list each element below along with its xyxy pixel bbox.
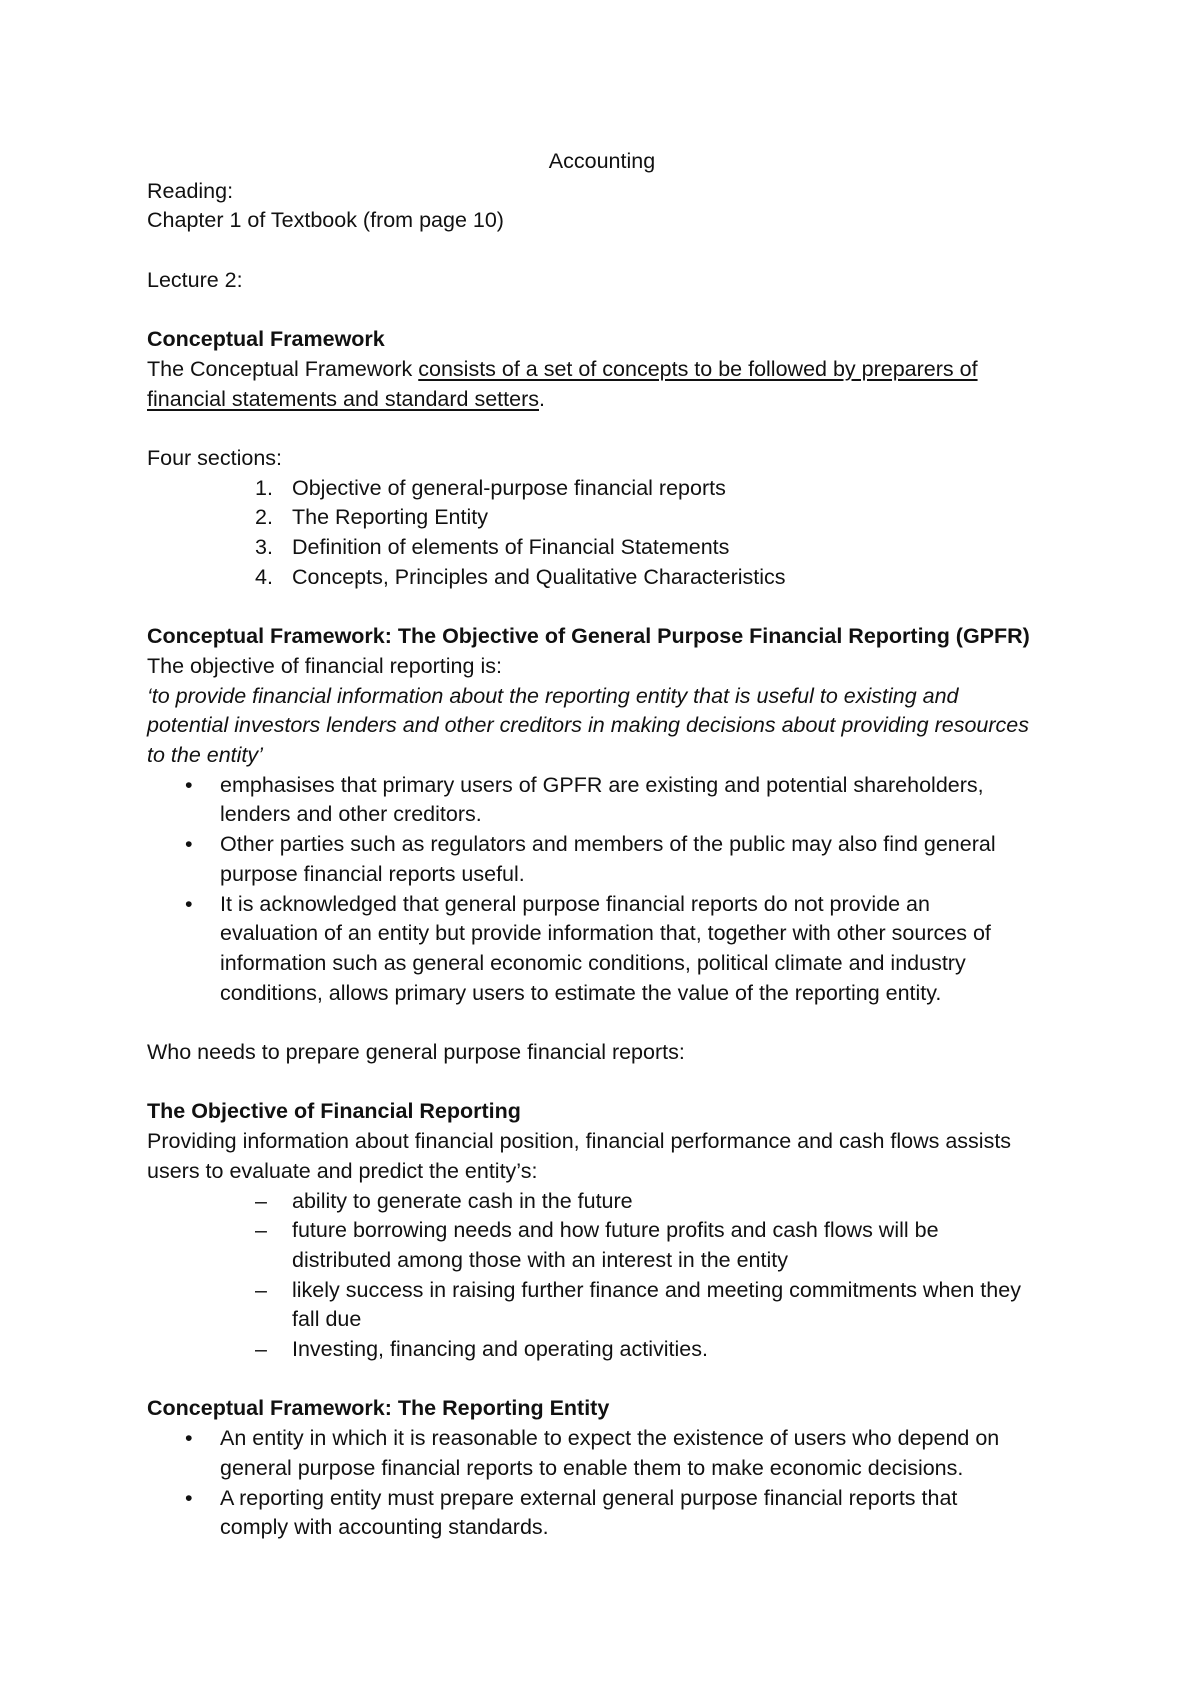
list-item-text: Concepts, Principles and Qualitative Characteristics — [292, 564, 786, 589]
dash-text-line: Investing, financing and operating activities. — [292, 1337, 708, 1362]
objective-intro-line: users to evaluate and predict the entity’s: — [147, 1158, 538, 1183]
bullet-list-item — [147, 830, 1057, 889]
bullet-text-line: It is acknowledged that general purpose financial reports do not provide an — [220, 891, 930, 916]
gpfr-quote-line: ‘to provide financial information about the reporting entity that is useful to existing and — [147, 683, 959, 708]
definition-underlined-2: financial statements and standard setters — [147, 386, 539, 411]
bullet-text-line: information such as general economic conditions, political climate and industry — [220, 950, 966, 975]
dash-text-line: fall due — [292, 1307, 362, 1332]
bullet-list-item — [147, 1484, 1057, 1543]
list-number: 2. — [255, 505, 273, 530]
document-body — [147, 147, 1057, 1543]
spacer — [147, 1068, 1057, 1098]
who-needs-question: Who needs to prepare general purpose financial reports: — [147, 1040, 685, 1065]
numbered-list-item — [147, 533, 1057, 563]
spacer — [147, 593, 1057, 623]
dash-list-item — [147, 1335, 1057, 1365]
dash-text-line: likely success in raising further finance and meeting commitments when they — [292, 1277, 1021, 1302]
bullet-list-item — [147, 771, 1057, 830]
conceptual-framework-definition-cont — [147, 385, 1057, 415]
bullet-marker: • — [185, 772, 193, 797]
dash-list-item — [147, 1216, 1057, 1275]
conceptual-framework-definition — [147, 355, 1057, 385]
bullet-text-line: emphasises that primary users of GPFR are existing and potential shareholders, — [220, 772, 984, 797]
spacer — [147, 236, 1057, 266]
numbered-list-item — [147, 503, 1057, 533]
spacer — [147, 1008, 1057, 1038]
bullet-text-line: Other parties such as regulators and members of the public may also find general — [220, 832, 996, 857]
dash-marker: – — [255, 1218, 267, 1243]
dash-text-line: distributed among those with an interest in the entity — [292, 1247, 788, 1272]
gpfr-quote-line: to the entity’ — [147, 743, 263, 767]
spacer — [147, 296, 1057, 326]
reading-label: Reading: — [147, 178, 234, 203]
bullet-text-line: An entity in which it is reasonable to expect the existence of users who depend on — [220, 1426, 1000, 1451]
bullet-text-line: purpose financial reports useful. — [220, 861, 525, 886]
list-item-text: The Reporting Entity — [292, 505, 488, 530]
document-title: Accounting — [548, 149, 656, 173]
gpfr-intro: The objective of financial reporting is: — [147, 653, 502, 678]
bullet-text-line: conditions, allows primary users to estimate the value of the reporting entity. — [220, 980, 942, 1005]
dash-marker: – — [255, 1188, 267, 1213]
bullet-marker: • — [185, 1485, 193, 1510]
bullet-text-line: general purpose financial reports to enable them to make economic decisions. — [220, 1455, 964, 1480]
dash-text-line: future borrowing needs and how future profits and cash flows will be — [292, 1218, 939, 1243]
reporting-entity-bullet-list — [147, 1424, 1057, 1543]
bullet-marker: • — [185, 832, 193, 857]
gpfr-quote-line: potential investors lenders and other creditors in making decisions about providing resources — [147, 713, 1029, 738]
lecture-label: Lecture 2: — [147, 267, 243, 292]
objective-intro-line: Providing information about financial position, financial performance and cash flows assists — [147, 1129, 1012, 1154]
numbered-list-item — [147, 474, 1057, 504]
objective-dash-list — [147, 1187, 1057, 1365]
bullet-list-item — [147, 890, 1057, 1009]
bullet-text-line: evaluation of an entity but provide information that, together with other sources of — [220, 921, 991, 946]
section-heading-conceptual-framework: Conceptual Framework — [147, 327, 385, 352]
bullet-marker: • — [185, 1426, 193, 1451]
dash-marker: – — [255, 1277, 267, 1302]
list-number: 4. — [255, 564, 273, 589]
section-heading-gpfr: Conceptual Framework: The Objective of General Purpose Financial Reporting (GPFR) — [147, 624, 1030, 649]
section-heading-reporting-entity: Conceptual Framework: The Reporting Entity — [147, 1396, 610, 1421]
list-item-text: Objective of general-purpose financial reports — [292, 475, 726, 500]
numbered-list-item — [147, 563, 1057, 593]
definition-suffix: . — [539, 386, 545, 411]
spacer — [147, 414, 1057, 444]
four-sections-list — [147, 474, 1057, 593]
definition-underlined-1: consists of a set of concepts to be followed by preparers of — [418, 356, 978, 381]
list-item-text: Definition of elements of Financial Statements — [292, 535, 730, 560]
gpfr-bullet-list — [147, 771, 1057, 1009]
dash-marker: – — [255, 1337, 267, 1362]
bullet-text-line: A reporting entity must prepare external general purpose financial reports that — [220, 1485, 958, 1510]
four-sections-label: Four sections: — [147, 445, 283, 470]
reading-chapter: Chapter 1 of Textbook (from page 10) — [147, 208, 504, 233]
list-number: 3. — [255, 535, 273, 560]
definition-prefix: The Conceptual Framework — [147, 356, 419, 381]
bullet-list-item — [147, 1424, 1057, 1483]
bullet-text-line: lenders and other creditors. — [220, 802, 482, 827]
dash-list-item — [147, 1187, 1057, 1217]
bullet-text-line: comply with accounting standards. — [220, 1515, 549, 1540]
dash-text-line: ability to generate cash in the future — [292, 1188, 633, 1213]
bullet-marker: • — [185, 891, 193, 916]
dash-list-item — [147, 1276, 1057, 1335]
spacer — [147, 1365, 1057, 1395]
section-heading-objective: The Objective of Financial Reporting — [147, 1099, 521, 1124]
list-number: 1. — [255, 475, 273, 500]
